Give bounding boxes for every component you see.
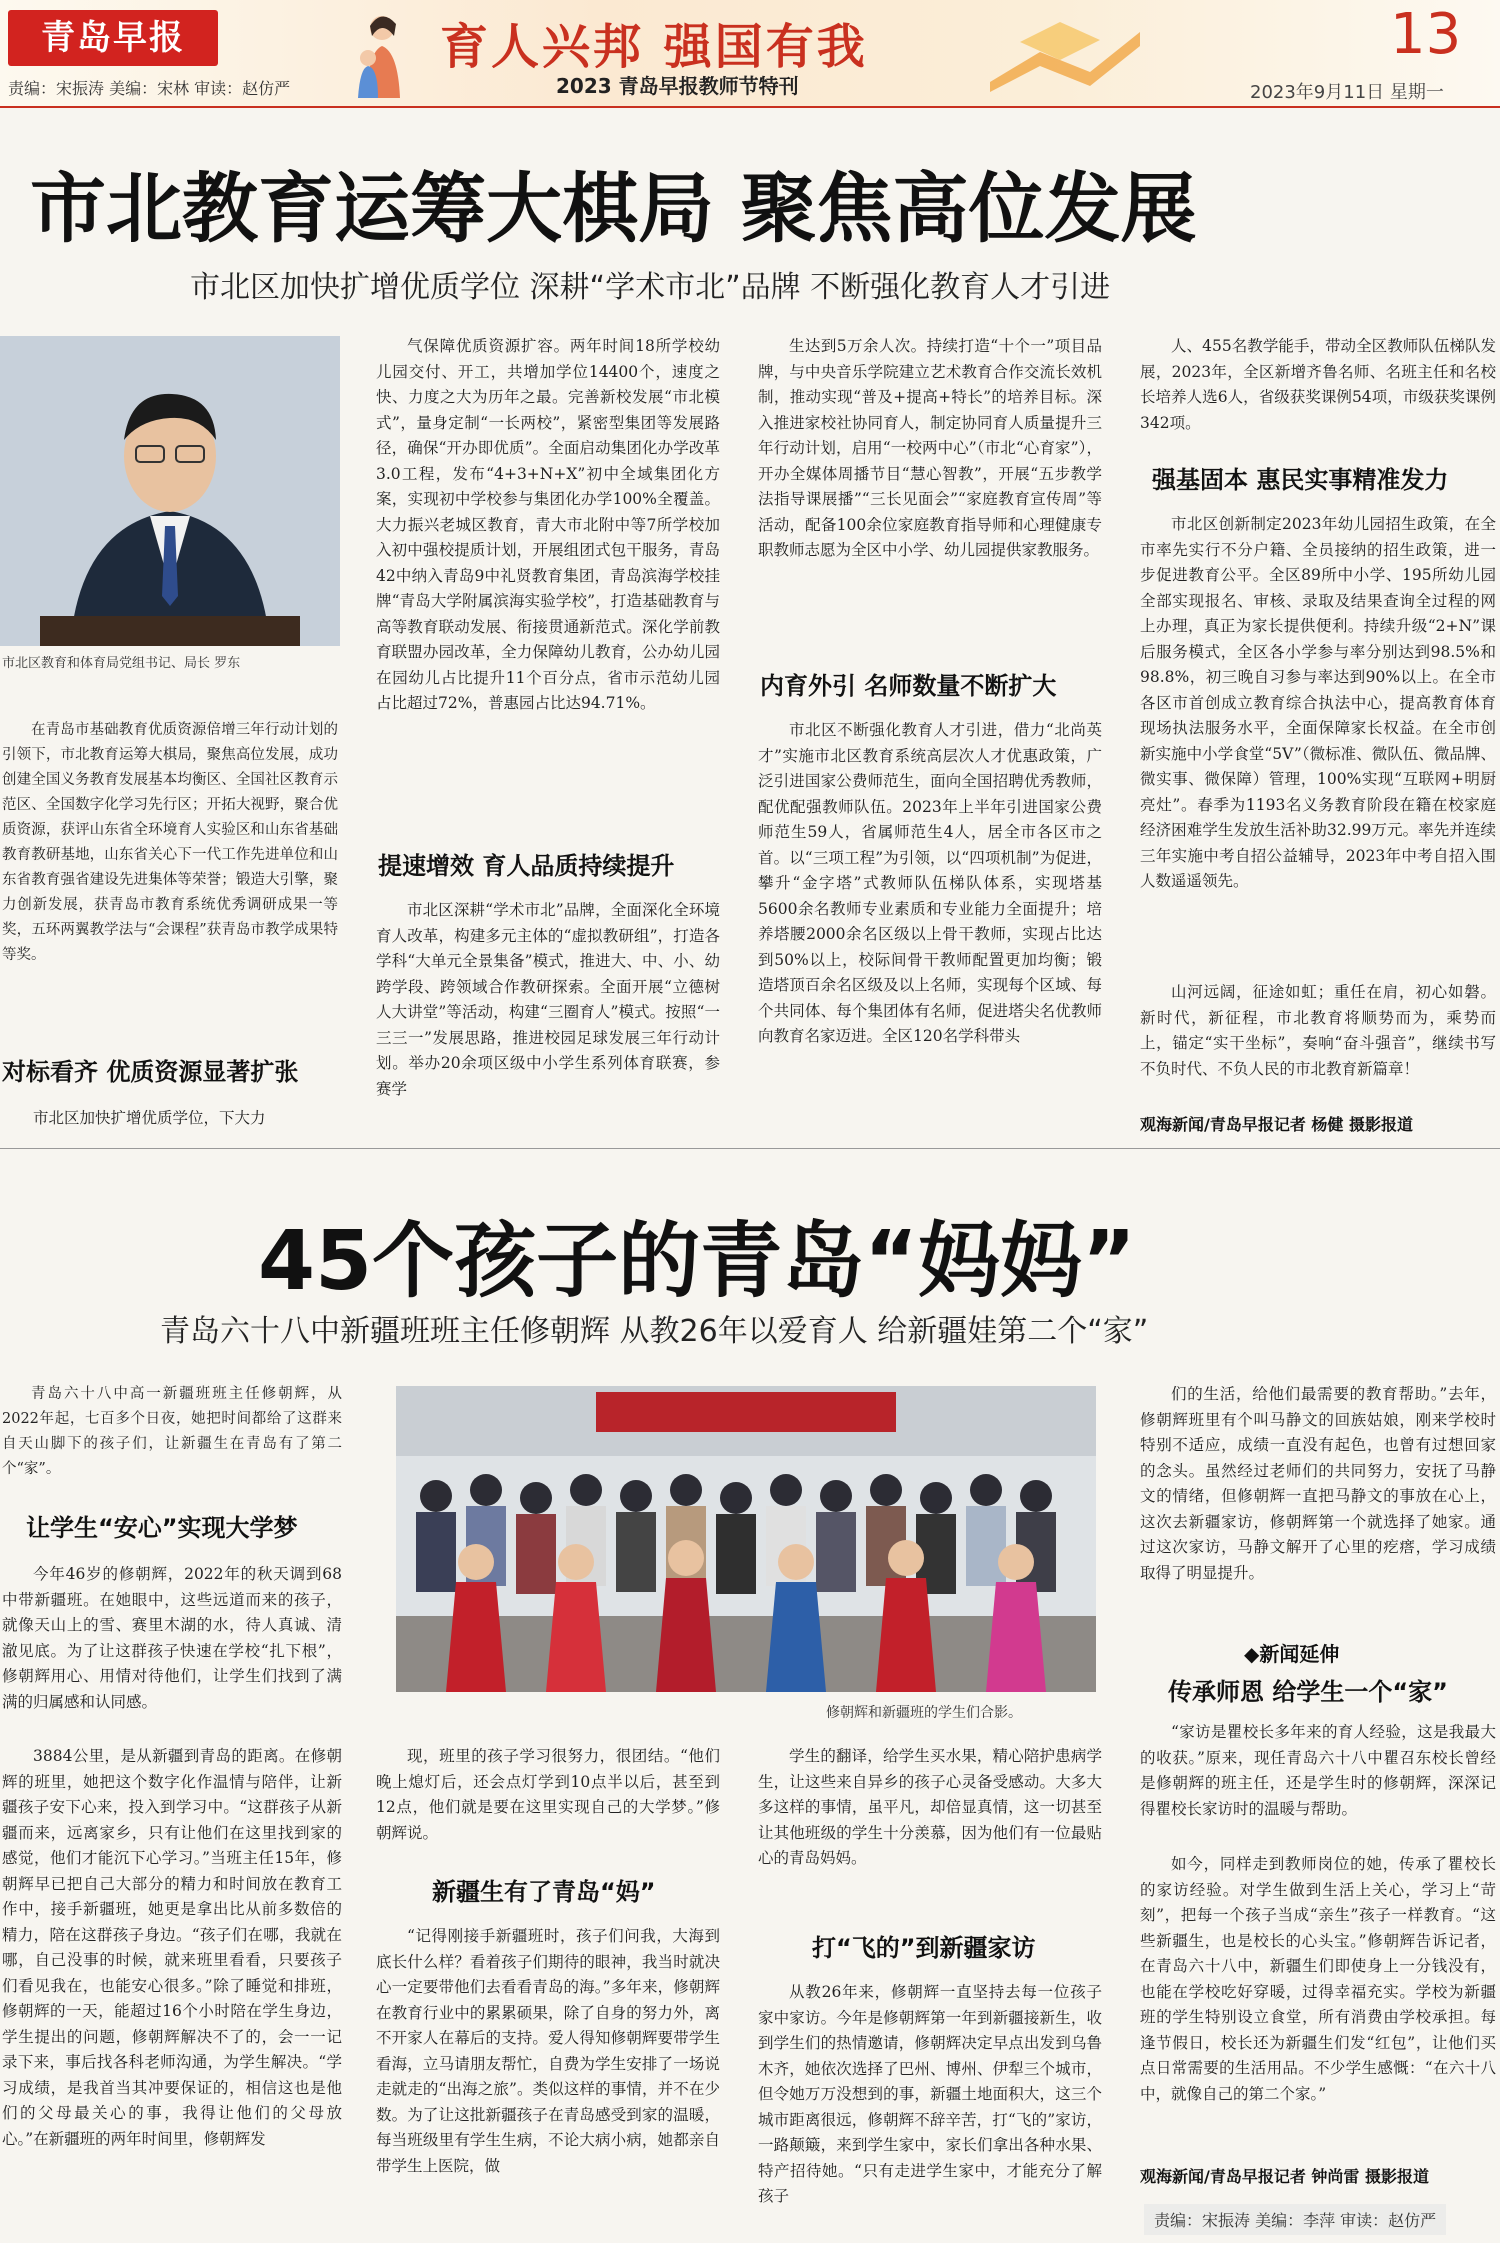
article1-column4b: 市北区创新制定2023年幼儿园招生政策，在全市率先实行不分户籍、全员接纳的招生政策，进一步促进教育公平。全区89所中小学、195所幼儿园全部实现报名、审核、录取及结果查询全过程的网上办理，真正为家长提供便利。持续升级“2+N”课后服务模式，全区各小学参与率分别达到98.5%和98.8%，初三晚自习参与率达到90%以上。在全市各区市首创成立教育综合执法中心，提高教育体育现场执法服务水平，全面保障家长权益。在全市创新实施中小学食堂“5V”（微标准、微队伍、微品牌、微实事、微保障）管理，100%实现“互联网+明厨亮灶”。春季为1193名义务教育阶段在籍在校家庭经济困难学生发放生活补助32.99万元。率先并连续三年实施中考自招公益辅导，2023年中考自招入围人数遥遥领先。 [1140, 515, 1496, 890]
article2-column1b: 3884公里，是从新疆到青岛的距离。在修朝辉的班里，她把这个数字化作温情与陪伴，让新疆孩子安下心来，投入到学习中。“这群孩子从新疆而来，远离家乡，只有让他们在这里找到家的感觉，他们才能沉下心学习。”当班主任15年，修朝辉早已把自己大部分的精力和时间放在教育工作中，接手新疆班，她更是拿出比从前多数倍的精力，陪在这群孩子身边。“孩子们在哪，我就在哪，自己没事的时候，就来班里看看，只要孩子们看见我在，也能安心很多。”除了睡觉和排班，修朝辉的一天，能超过16个小时陪在学生身边，学生提出的问题，修朝辉解决不了的，会一一记录下来，事后找各科老师沟通，为学生解决。“学习成绩，是我首当其冲要保证的，相信这也是他们的父母最关心的事，我得让他们的父母放心。”在新疆班的两年时间里，修朝辉发 [2, 1747, 342, 2148]
article2-intro: 青岛六十八中高一新疆班班主任修朝辉，从2022年起，七百多个日夜，她把时间都给了这群来自天山脚下的孩子们，让新疆生在青岛有了第二个“家”。 [2, 1386, 342, 1477]
article1-section1-title: 对标看齐 优质资源显著扩张 [2, 1058, 299, 1086]
article1-section2-title: 提速增效 育人品质持续提升 [378, 852, 675, 880]
article1-headline: 市北教育运筹大棋局 聚焦高位发展 [30, 164, 1197, 253]
article2-column2: 现，班里的孩子学习很努力，很团结。“他们晚上熄灯后，还会点灯学到10点半以后，甚至到12点，他们就是要在这里实现自己的大学梦。”修朝辉说。 [376, 1747, 720, 1842]
article1-column4c: 山河远阔，征途如虹；重任在肩，初心如磐。新时代，新征程，市北教育将顺势而为，乘势而上，锚定“实干坐标”，奏响“奋斗强音”，继续书写不负时代、不负人民的市北教育新篇章！ [1140, 983, 1496, 1078]
portrait-caption: 市北区教育和体育局党组书记、局长 罗东 [2, 656, 241, 671]
article2-headline: 45个孩子的青岛“妈妈” [258, 1214, 1136, 1309]
issue-date: 2023年9月11日 星期一 [1250, 82, 1444, 103]
banner-subtitle: 2023 青岛早报教师节特刊 [556, 74, 799, 98]
article1-byline: 观海新闻/青岛早报记者 杨健 摄影报道 [1140, 1115, 1413, 1134]
banner-title: 育人兴邦 强国有我 [440, 19, 868, 75]
article1-subheadline: 市北区加快扩增优质学位 深耕“学术市北”品牌 不断强化教育人才引进 [190, 270, 1111, 305]
article1-column3b: 市北区不断强化教育人才引进，借力“北尚英才”实施市北区教育系统高层次人才优惠政策，广泛引进国家公费师范生，面向全国招聘优秀教师，配优配强教师队伍。2023年上半年引进国家公费师范生59人，省属师范生4人，居全市各区市之首。以“三项工程”为引领，以“四项机制”为促进，攀升“金字塔”式教师队伍梯队体系，实现塔基5600余名教师专业素质和专业能力全面提升；培养塔腰2000余名区级以上骨干教师，实现占比达到50%以上，校际间骨干教师配置更加均衡；锻造塔顶百余名区级及以上名师，实现每个区域、每个共同体、每个集团体有名师，促进塔尖名优教师向教育名家迈进。全区120名学科带头 [758, 721, 1102, 1045]
group-photo-caption: 修朝辉和新疆班的学生们合影。 [826, 1705, 1022, 1721]
article2-column3b: 从教26年来，修朝辉一直坚持去每一位孩子家中家访。今年是修朝辉第一年到新疆接新生，收到学生们的热情邀请，修朝辉决定早点出发到乌鲁木齐，她依次选择了巴州、博州、伊犁三个城市，但令她万万没想到的事，新疆土地面积大，这三个城市距离很远，修朝辉不辞辛苦，打“飞的”家访，一路颠簸，来到学生家中，家长们拿出各种水果、特产招待她。“只有走进学生家中，才能充分了解孩子 [758, 1983, 1102, 2205]
article2-column4c: 如今，同样走到教师岗位的她，传承了瞿校长的家访经验。对学生做到生活上关心，学习上“苛刻”，把每一个孩子当成“亲生”孩子一样教育。“这些新疆生，也是校长的心头宝。”修朝辉告诉记者，在青岛六十八中，新疆生们即使身上一分钱没有，也能在学校吃好穿暖，过得幸福充实。学校为新疆班的学生特别设立食堂，所有消费由学校承担。每逢节假日，校长还为新疆生们发“红包”，让他们买点日常需要的生活用品。不少学生感慨：“在六十八中，就像自己的第二个家。” [1140, 1855, 1496, 2103]
article2-column4b: “家访是瞿校长多年来的育人经验，这是我最大的收获。”原来，现任青岛六十八中瞿召东校长曾经是修朝辉的班主任，还是学生时的修朝辉，深深记得瞿校长家访时的温暖与帮助。 [1140, 1723, 1496, 1818]
article2-column1: 今年46岁的修朝辉，2022年的秋天调到68中带新疆班。在她眼中，这些远道而来的孩子，就像天山上的雪、赛里木湖的水，待人真诚、清澈见底。为了让这群孩子快速在学校“扎下根”，修朝辉用心、用情对待他们，让学生们找到了满满的归属感和认同感。 [2, 1565, 342, 1711]
editor-credits: 责编：宋振涛 美编：宋林 审读：赵仿严 [8, 79, 291, 98]
mother-child-illustration-icon [348, 6, 410, 100]
section-divider [0, 1148, 1500, 1149]
article2-column4: 们的生活，给他们最需要的教育帮助。”去年，修朝辉班里有个叫马静文的回族姑娘，刚来学校时特别不适应，成绩一直没有起色，也曾有过想回家的念头。虽然经过老师们的共同努力，安抚了马静文的情绪，但修朝辉一直把马静文的事放在心上，这次去新疆家访，修朝辉第一个就选择了她家。通过这次家访，马静文解开了心里的疙瘩，学习成绩取得了明显提升。 [1140, 1385, 1496, 1582]
article2-extension-title: 传承师恩 给学生一个“家” [1168, 1678, 1448, 1706]
article2-section1-title: 让学生“安心”实现大学梦 [26, 1514, 298, 1542]
footer-credits: 责编：宋振涛 美编：李萍 审读：赵仿严 [1144, 2204, 1446, 2235]
article2-section2-title: 新疆生有了青岛“妈” [432, 1878, 656, 1906]
man-portrait-icon [0, 336, 340, 646]
article1-column2b: 市北区深耕“学术市北”品牌，全面深化全环境育人改革，构建多元主体的“虚拟教研组”，打造各学科“大单元全景集备”模式，推进大、中、小、幼跨学段、跨领域合作教研探索。全面开展“立德树人大讲堂”等活动，构建“三圈育人”模式。按照“一三三一”发展思路，推进校园足球发展三年行动计划。举办20余项区级中小学生系列体育联赛，参赛学 [376, 901, 720, 1098]
article1-section4-title: 强基固本 惠民实事精准发力 [1152, 466, 1449, 494]
article2-section3-title: 打“飞的”到新疆家访 [812, 1934, 1036, 1962]
article2-column2b: “记得刚接手新疆班时，孩子们问我，大海到底长什么样？看着孩子们期待的眼神，我当时就决心一定要带他们去看看青岛的海。”多年来，修朝辉在教育行业中的累累硕果，除了自身的努力外，离不开家人在幕后的支持。爱人得知修朝辉要带学生看海，立马请朋友帮忙，自费为学生安排了一场说走就走的“出海之旅”。类似这样的事情，并不在少数。为了让这批新疆孩子在青岛感受到家的温暖，每当班级里有学生生病，不论大病小病，她都亲自带学生上医院，做 [376, 1927, 720, 2175]
newspaper-logo: 青岛早报 [8, 10, 218, 66]
students-group-photo-icon [396, 1386, 1096, 1692]
article2-byline: 观海新闻/青岛早报记者 钟尚雷 摄影报道 [1140, 2167, 1429, 2186]
article2-subheadline: 青岛六十八中新疆班班主任修朝辉 从教26年以爱育人 给新疆娃第二个“家” [160, 1314, 1149, 1349]
article1-section1-start: 市北区加快扩增优质学位，下大力 [33, 1109, 266, 1127]
header-divider [0, 106, 1500, 108]
article1-section3-title: 内育外引 名师数量不断扩大 [760, 672, 1057, 700]
news-extension-label: ◆新闻延伸 [1244, 1642, 1340, 1666]
portrait-photo [0, 336, 340, 646]
book-ribbon-decoration-icon [980, 12, 1150, 92]
article1-column4: 人、455名教学能手，带动全区教师队伍梯队发展，2023年，全区新增齐鲁名师、名班主任和名校长培养人选6人，省级获奖课例54项，市级获奖课例342项。 [1140, 337, 1496, 432]
article2-column3: 学生的翻译，给学生买水果，精心陪护患病学生，让这些来自异乡的孩子心灵备受感动。大多大多这样的事情，虽平凡，却倍显真情，这一切甚至让其他班级的学生十分羡慕，因为他们有一位最贴心的青岛妈妈。 [758, 1747, 1102, 1867]
article1-intro: 在青岛市基础教育优质资源倍增三年行动计划的引领下，市北教育运筹大棋局，聚焦高位发展，成功创建全国义务教育发展基本均衡区、全国社区教育示范区、全国数字化学习先行区；开拓大视野，聚合优质资源，获评山东省全环境育人实验区和山东省基础教育教研基地，山东省关心下一代工作先进单位和山东省教育强省建设先进集体等荣誉；锻造大引擎，聚力创新发展，获青岛市教育系统优秀调研成果一等奖，五环两翼教学法与“会课程”获青岛市教学成果特等奖。 [2, 722, 338, 963]
article1-column3: 生达到5万余人次。持续打造“十个一”项目品牌，与中央音乐学院建立艺术教育合作交流长效机制，推动实现“普及+提高+特长”的培养目标。深入推进家校社协同育人，制定协同育人质量提升三年行动计划，启用“一校两中心”（市北“心育家”），开办全媒体周播节目“慧心智教”，开展“五步教学法指导课展播”“三长见面会”“家庭教育宣传周”等活动，配备100余位家庭教育指导师和心理健康专职教师志愿为全区中小学、幼儿园提供家教服务。 [758, 337, 1102, 559]
page-number: 13 [1390, 2, 1462, 67]
group-photo [396, 1386, 1096, 1692]
article1-column2: 气保障优质资源扩容。两年时间18所学校幼儿园交付、开工，共增加学位14400个，速度之快、力度之大为历年之最。完善新校发展“市北模式”，量身定制“一长两校”，紧密型集团等发展路径，确保“开办即优质”。全面启动集团化办学改革3.0工程，发布“4+3+N+X”初中全域集团化方案，实现初中学校参与集团化办学100%全覆盖。大力振兴老城区教育，青大市北附中等7所学校加入初中强校提质计划，开展组团式包干服务，青岛42中纳入青岛9中礼贤教育集团，青岛滨海学校挂牌“青岛大学附属滨海实验学校”，打造基础教育与高等教育联动发展、衔接贯通新范式。深化学前教育联盟办园改革，全力保障幼儿教育，公办幼儿园在园幼儿占比提升11个百分点，省市示范幼儿园占比超过72%，普惠园占比达94.71%。 [376, 337, 720, 712]
